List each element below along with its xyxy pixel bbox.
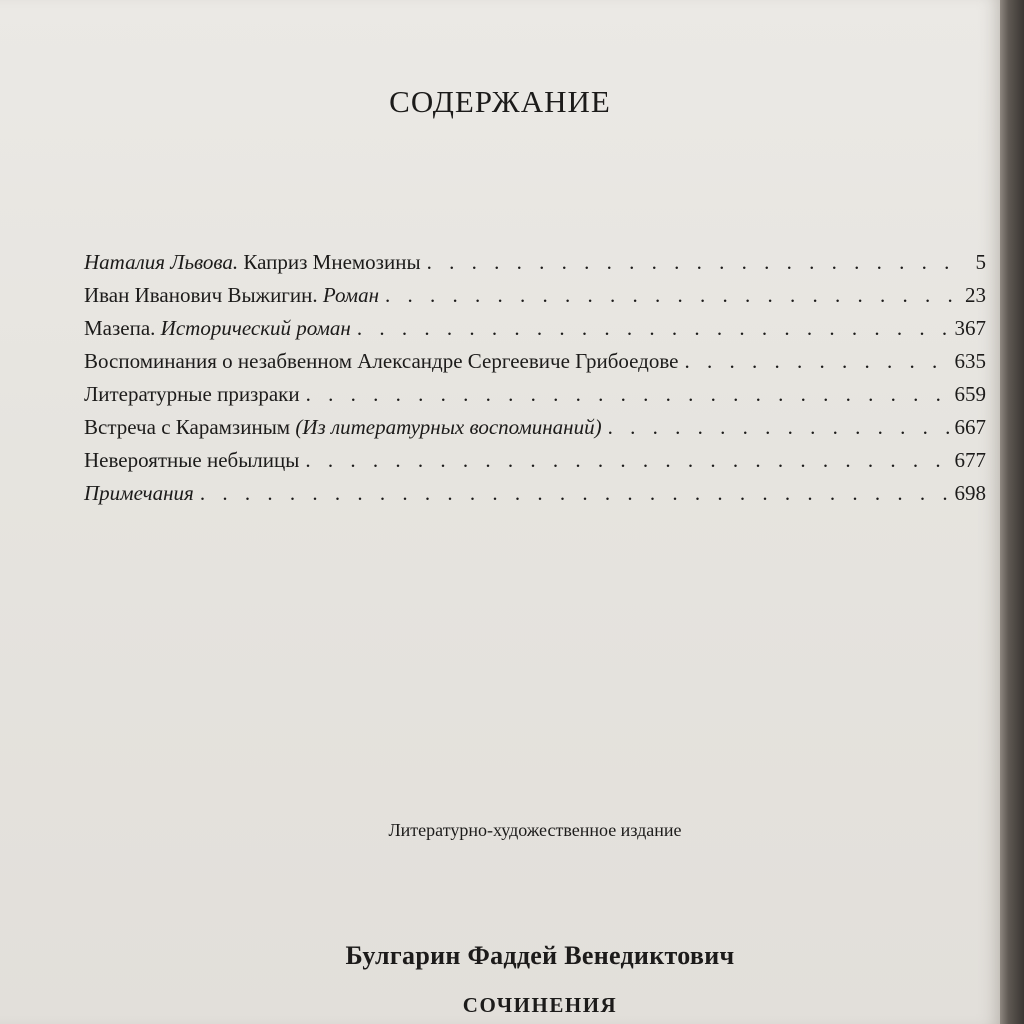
toc-entry-regular: Мазепа. (84, 316, 161, 340)
toc-entry (84, 279, 986, 312)
dot-leader (200, 477, 951, 510)
edition-type: Литературно-художественное издание (388, 820, 682, 840)
dot-leader (427, 246, 968, 279)
dot-leader (608, 411, 951, 444)
toc-entry-regular: Воспоминания о незабвенном Александре Сергеевиче Грибоедове (84, 349, 679, 373)
toc-entry-regular: Каприз Мнемозины (238, 250, 421, 274)
toc-entry-page: 23 (965, 283, 986, 307)
toc-entry (84, 444, 986, 477)
toc-entry-title (84, 477, 194, 510)
toc-entry-italic-tail: Роман (322, 283, 379, 307)
book-title: СОЧИНЕНИЯ (462, 993, 618, 1017)
toc-entry (84, 312, 986, 345)
table-of-contents (84, 246, 986, 510)
toc-entry (84, 477, 986, 510)
dot-leader (385, 279, 961, 312)
dot-leader (684, 345, 950, 378)
contents-heading: СОДЕРЖАНИЕ (389, 84, 611, 119)
toc-entry-regular: Иван Иванович Выжигин. (84, 283, 323, 307)
toc-entry-italic-tail: (Из литературных воспоминаний) (295, 415, 602, 439)
toc-entry-italic: Наталия Львова. (84, 250, 239, 274)
dot-leader (305, 444, 950, 477)
toc-entry-italic-tail: Исторический роман (160, 316, 351, 340)
toc-entry-italic: Примечания (84, 481, 194, 505)
toc-entry-page: 635 (954, 349, 986, 373)
dot-leader (306, 378, 951, 411)
toc-entry-title (84, 312, 351, 345)
dot-leader (357, 312, 951, 345)
toc-entry-page: 5 (975, 250, 986, 274)
toc-entry-regular: Невероятные небылицы (84, 448, 300, 472)
toc-entry-title (84, 246, 421, 279)
page-edge-shadow (1000, 0, 1024, 1024)
toc-entry-page: 667 (954, 415, 986, 439)
toc-entry-regular: Встреча с Карамзиным (84, 415, 296, 439)
toc-entry-title (84, 279, 379, 312)
toc-entry-title (84, 444, 299, 477)
toc-entry (84, 378, 986, 411)
toc-entry-regular: Литературные призраки (84, 382, 300, 406)
toc-entry (84, 246, 986, 279)
author-name: Булгарин Фаддей Венедиктович (345, 941, 735, 970)
toc-entry-title (84, 411, 602, 444)
toc-entry-page: 659 (954, 382, 986, 406)
toc-entry (84, 411, 986, 444)
toc-entry-title (84, 345, 678, 378)
toc-entry-page: 367 (954, 316, 986, 340)
toc-entry-page: 677 (954, 448, 986, 472)
toc-entry (84, 345, 986, 378)
toc-entry-title (84, 378, 300, 411)
toc-entry-page: 698 (954, 481, 986, 505)
